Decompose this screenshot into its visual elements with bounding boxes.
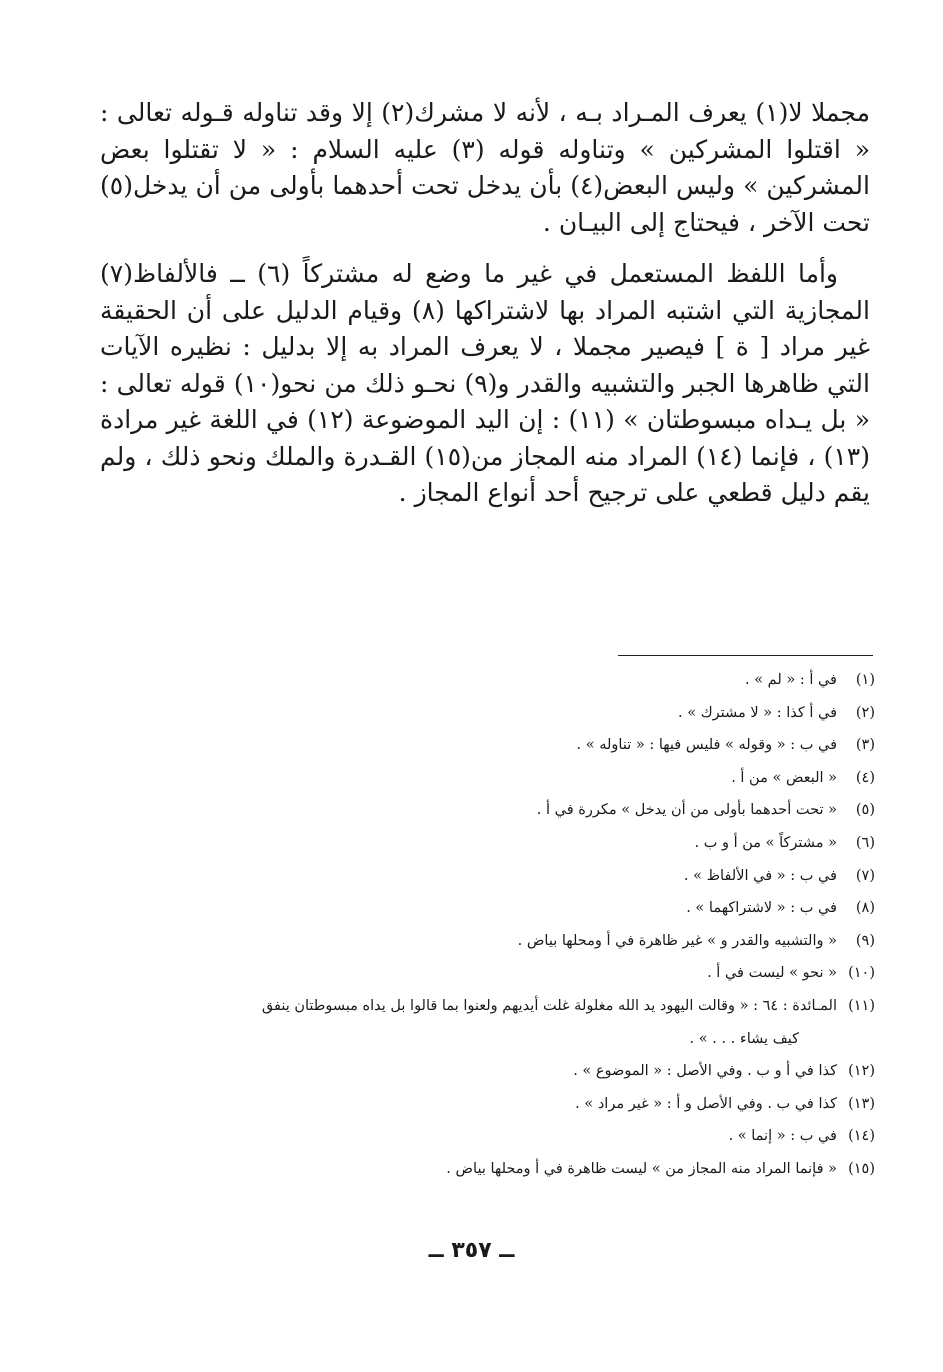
footnote-text: « البعض » من أ . xyxy=(731,769,837,786)
footnotes-list xyxy=(100,664,875,1186)
footnote-item xyxy=(100,990,875,1055)
footnote-number: (١٢) xyxy=(848,1063,875,1080)
footnote-number: (١٤) xyxy=(848,1128,875,1145)
footnote-text: في ب : « في الألفاظ » . xyxy=(683,867,837,884)
footnote-number: (١) xyxy=(855,672,875,688)
footnote-number: (١٥) xyxy=(848,1160,875,1177)
footnote-text: « فإنما المراد منه المجاز من » ليست ظاهرة في أ ومحلها بياض . xyxy=(446,1160,837,1177)
footnote-item xyxy=(100,1153,875,1186)
footnote-text: « مشتركاً » من أ و ب . xyxy=(694,834,837,851)
footnote-number: (٦) xyxy=(855,834,875,851)
footnote-number: (٣) xyxy=(855,737,875,754)
footnote-text: « تحت أحدهما بأولى من أن يدخل » مكررة في أ . xyxy=(536,802,837,819)
footnote-text: في أ : « لم » . xyxy=(744,672,837,688)
footnote-text-block xyxy=(100,990,837,1055)
footnote-item xyxy=(100,1088,875,1121)
footnote-number: (٩) xyxy=(855,932,875,949)
footnote-text: كذا في ب . وفي الأصل و أ : « غير مراد » . xyxy=(575,1095,837,1112)
footnote-item xyxy=(100,762,875,795)
footnote-text: « نحو » ليست في أ . xyxy=(707,965,837,982)
footnote-item xyxy=(100,957,875,990)
footnote-text: المـائدة : ٦٤ : « وقالت اليهود يد الله مغلولة غلت أيديهم ولعنوا بما قالوا بل يداه مبسوطتان ينفق xyxy=(261,997,837,1014)
footnote-number: (١٠) xyxy=(848,965,875,982)
page-number: ــ ٣٥٧ ــ xyxy=(428,1238,515,1263)
footnote-number: (١١) xyxy=(848,997,875,1014)
footnote-item xyxy=(100,860,875,893)
footnote-text: كذا في أ و ب . وفي الأصل : « الموضوع » . xyxy=(573,1063,837,1080)
footnote-text: في أ كذا : « لا مشترك » . xyxy=(678,704,837,721)
body-paragraph-2: وأما اللفظ المستعمل في غير ما وضع له مشتركاً (٦) ــ فالألفاظ(٧) المجازية التي اشتبه المراد بها لاشتراكها (٨) وقيام الدليل على أن الحقيقة غير مراد [ ة ] فيصير مجملا ، لا يعرف المراد به إلا بدليل : نظيره الآيات التي ظاهرها الجبر والتشبيه والقدر و(٩) نحـو ذلك من نحو(١٠) قوله تعالى : « بل يـداه مبسوطتان » (١١) : إن اليد الموضوعة (١٢) في اللغة غير مرادة (١٣) ، فإنما (١٤) المراد منه المجاز من(١٥) القـدرة والملك ونحو ذلك ، ولم يقم دليل قطعي على ترجيح أحد أنواع المجاز . xyxy=(100,259,870,507)
footnote-number: (٥) xyxy=(855,802,875,819)
footnote-item xyxy=(100,892,875,925)
footnote-text: في ب : « لاشتراكهما » . xyxy=(686,900,837,917)
body-paragraph-1: مجملا لا(١) يعرف المـراد بـه ، لأنه لا مشرك(٢) إلا وقد تناوله قـوله تعالى : « اقتلوا المشركين » وتناوله قوله (٣) عليه السلام : « لا تقتلوا بعض المشركين » وليس البعض(٤) بأن يدخل تحت أحدهما بأولى من أن يدخل(٥) تحت الآخر ، فيحتاج إلى البيـان . xyxy=(100,98,870,237)
footnote-item xyxy=(100,827,875,860)
footnote-item xyxy=(100,794,875,827)
footnote-item xyxy=(100,1055,875,1088)
footnote-continuation: كيف يشاء . . . » . xyxy=(689,1030,799,1047)
footnote-text: في ب : « إنما » . xyxy=(728,1128,837,1145)
footnote-number: (٧) xyxy=(855,867,875,884)
footnote-item xyxy=(100,664,875,697)
footnote-text: « والتشبيه والقدر و » غير ظاهرة في أ ومحلها بياض . xyxy=(517,932,837,949)
footnote-number: (٨) xyxy=(855,900,875,917)
footnote-item xyxy=(100,729,875,762)
footnote-item xyxy=(100,1120,875,1153)
main-body-text xyxy=(100,95,870,512)
footnote-number: (٤) xyxy=(855,769,875,786)
footnote-number: (١٣) xyxy=(848,1095,875,1112)
footnote-text: في ب : « وقوله » فليس فيها : « تناوله » . xyxy=(576,737,837,754)
footnote-separator xyxy=(618,655,873,656)
footnote-item xyxy=(100,925,875,958)
footnote-item xyxy=(100,697,875,730)
footnote-number: (٢) xyxy=(855,704,875,721)
